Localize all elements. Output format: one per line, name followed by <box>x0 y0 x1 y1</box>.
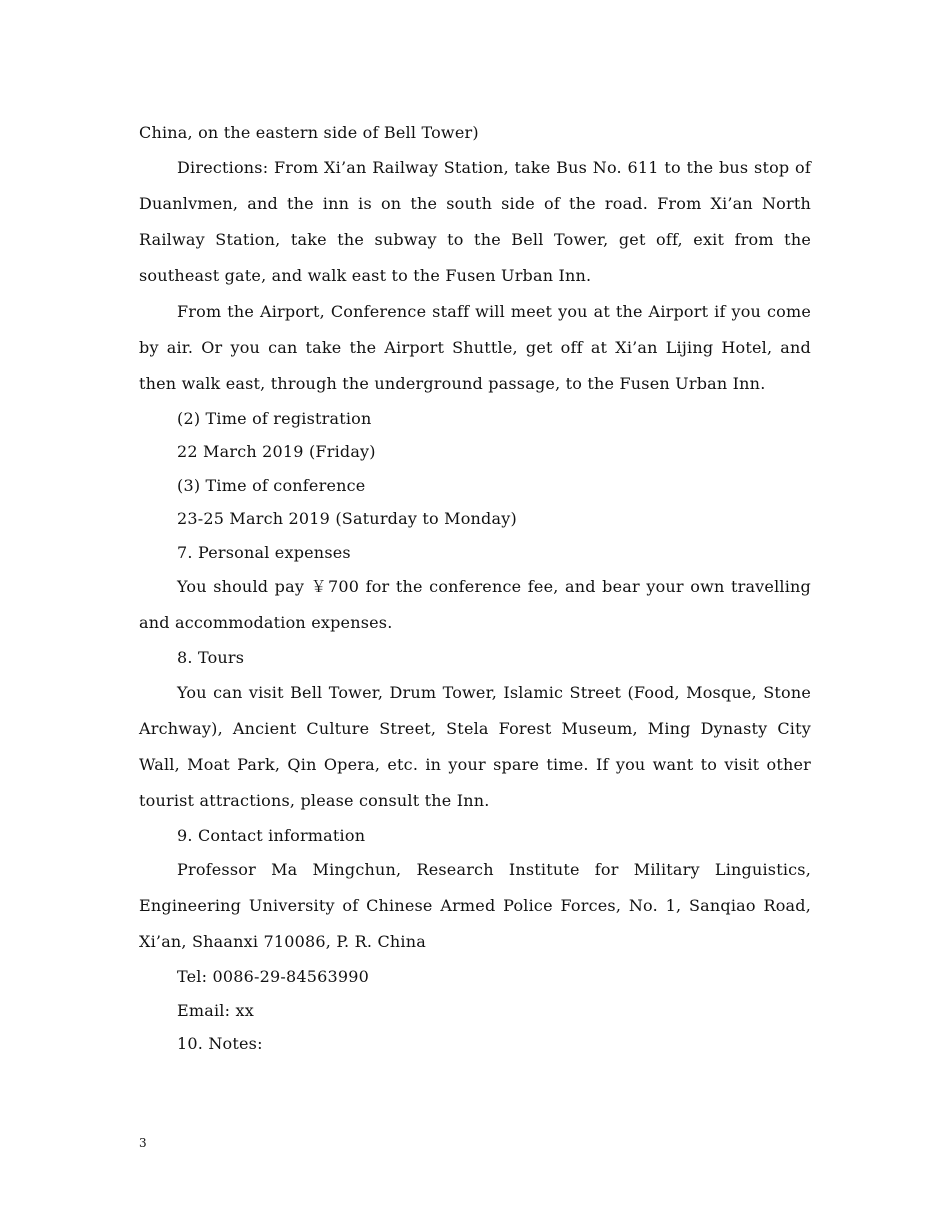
heading-personal-expenses: 7. Personal expenses <box>177 542 351 562</box>
page-number: 3 <box>139 1136 147 1150</box>
heading-contact-information: 9. Contact information <box>177 825 366 845</box>
text-conference-dates: 23-25 March 2019 (Saturday to Monday) <box>177 509 517 528</box>
paragraph-tours: You can visit Bell Tower, Drum Tower, Islamic Street (Food, Mosque, Stone Archway), Ancient Culture Street, Stela Forest Museum, Ming Dynasty City Wall, Moat Park, Qin Opera, etc. in your spare time. If you want to visit other tourist attractions, please consult the Inn. <box>139 682 811 810</box>
paragraph-address-continuation: China, on the eastern side of Bell Tower) <box>139 123 479 142</box>
heading-tours: 8. Tours <box>177 648 245 667</box>
body-text <box>139 116 811 1061</box>
paragraph-directions-airport: From the Airport, Conference staff will meet you at the Airport if you come by air. Or you can take the Airport Shuttle, get off at Xi’an Lijing Hotel, and then walk east, through the underground passage, to the Fusen Urban Inn. <box>139 301 811 393</box>
heading-notes: 10. Notes: <box>177 1034 263 1053</box>
text-email: Email: xx <box>177 1000 254 1020</box>
paragraph-directions-railway: Directions: From Xi’an Railway Station, take Bus No. 611 to the bus stop of Duanlvmen, and the inn is on the south side of the road. From Xi’an North Railway Station, take the subway to the Bell Tower, get off, exit from the southeast gate, and walk east to the Fusen Urban Inn. <box>139 157 811 285</box>
paragraph-contact-address: Professor Ma Mingchun, Research Institute for Military Linguistics, Engineering University of Chinese Armed Police Forces, No. 1, Sanqiao Road, Xi’an, Shaanxi 710086, P. R. China <box>139 860 811 951</box>
text-registration-date: 22 March 2019 (Friday) <box>177 442 376 461</box>
text-telephone: Tel: 0086-29-84563990 <box>177 967 370 986</box>
heading-time-of-registration: (2) Time of registration <box>177 408 372 428</box>
paragraph-personal-expenses: You should pay ￥700 for the conference fee, and bear your own travelling and accommodation expenses. <box>139 577 811 632</box>
heading-time-of-conference: (3) Time of conference <box>177 475 366 495</box>
